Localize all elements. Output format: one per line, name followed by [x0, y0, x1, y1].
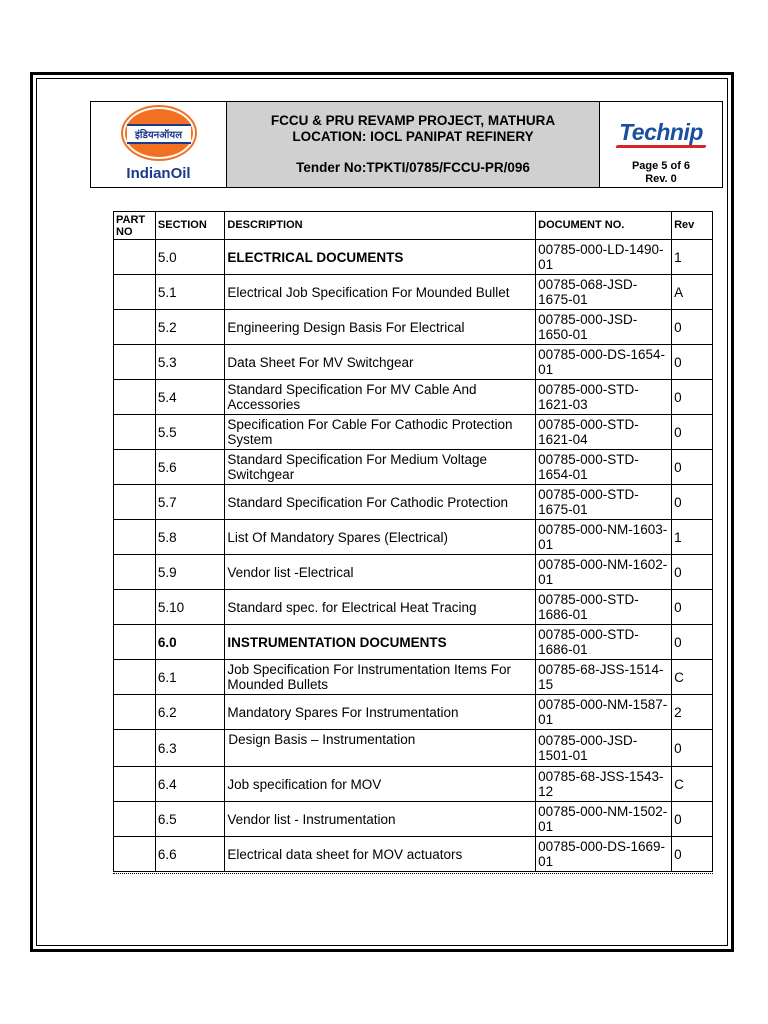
indianoil-logo [91, 102, 227, 187]
description-cell: Standard Specification For Cathodic Protection [225, 485, 536, 520]
document-no-cell: 00785-000-DS-1669-01 [536, 837, 672, 872]
section-cell: 5.5 [155, 415, 225, 450]
section-cell: 6.2 [155, 695, 225, 730]
header-title-block [227, 102, 600, 187]
header-rev: Rev [672, 212, 713, 240]
rev-cell: 0 [672, 485, 713, 520]
table-row [114, 590, 713, 625]
page-number: Page 5 of 6 [631, 160, 691, 172]
description-cell: Standard spec. for Electrical Heat Tracing [225, 590, 536, 625]
document-no-cell: 00785-000-DS-1654-01 [536, 345, 672, 380]
part-cell [114, 275, 156, 310]
description-cell: Standard Specification For Medium Voltage Switchgear [225, 450, 536, 485]
table-row [114, 767, 713, 802]
part-cell [114, 660, 156, 695]
document-no-cell: 00785-000-NM-1603-01 [536, 520, 672, 555]
section-cell: 6.6 [155, 837, 225, 872]
table-row [114, 240, 713, 275]
table-row [114, 802, 713, 837]
section-cell: 5.6 [155, 450, 225, 485]
document-no-cell: 00785-068-JSD-1675-01 [536, 275, 672, 310]
section-cell: 5.7 [155, 485, 225, 520]
page-info [632, 160, 690, 186]
table-bottom-dotted-rule [113, 873, 713, 874]
section-cell: 5.0 [155, 240, 225, 275]
document-no-cell: 00785-000-STD-1686-01 [536, 590, 672, 625]
rev-cell: 0 [672, 450, 713, 485]
table-row [114, 345, 713, 380]
description-cell: Standard Specification For MV Cable And Accessories [225, 380, 536, 415]
rev-cell: C [672, 660, 713, 695]
part-cell [114, 625, 156, 660]
table-row [114, 555, 713, 590]
table-row [114, 730, 713, 767]
part-cell [114, 802, 156, 837]
description-cell: Mandatory Spares For Instrumentation [225, 695, 536, 730]
section-cell: 6.3 [155, 730, 225, 767]
section-cell: 6.4 [155, 767, 225, 802]
section-cell: 6.5 [155, 802, 225, 837]
header-document-no: DOCUMENT NO. [536, 212, 672, 240]
header-section: SECTION [155, 212, 225, 240]
table-row [114, 837, 713, 872]
project-location: LOCATION: IOCL PANIPAT REFINERY [292, 129, 534, 144]
project-title: FCCU & PRU REVAMP PROJECT, MATHURA [270, 113, 556, 128]
part-cell [114, 555, 156, 590]
part-cell [114, 837, 156, 872]
table-row [114, 695, 713, 730]
logo-hindi-text: इंडियनऑयल [127, 124, 191, 144]
technip-logo: Technip [619, 119, 703, 145]
document-header [90, 101, 723, 188]
table-row [114, 275, 713, 310]
rev-cell: 1 [672, 240, 713, 275]
section-cell: 6.0 [155, 625, 225, 660]
rev-cell: 0 [672, 590, 713, 625]
part-cell [114, 590, 156, 625]
section-cell: 6.1 [155, 660, 225, 695]
part-cell [114, 767, 156, 802]
document-no-cell: 00785-68-JSS-1543-12 [536, 767, 672, 802]
section-cell: 5.10 [155, 590, 225, 625]
rev-cell: 0 [672, 380, 713, 415]
description-cell: Electrical Job Specification For Mounded Bullet [225, 275, 536, 310]
description-cell: Job Specification For Instrumentation Items For Mounded Bullets [225, 660, 536, 695]
description-cell: Electrical data sheet for MOV actuators [225, 837, 536, 872]
table-row [114, 485, 713, 520]
part-cell [114, 485, 156, 520]
part-cell [114, 380, 156, 415]
description-cell: Data Sheet For MV Switchgear [225, 345, 536, 380]
tender-number: Tender No:TPKTI/0785/FCCU-PR/096 [296, 160, 530, 175]
document-list-table [113, 211, 713, 872]
document-no-cell: 00785-000-NM-1502-01 [536, 802, 672, 837]
rev-cell: 0 [672, 625, 713, 660]
section-cell: 5.1 [155, 275, 225, 310]
rev-cell: 1 [672, 520, 713, 555]
revision: Rev. 0 [645, 173, 677, 185]
table-row [114, 625, 713, 660]
description-cell: INSTRUMENTATION DOCUMENTS [225, 625, 536, 660]
description-cell: Vendor list -Electrical [225, 555, 536, 590]
description-cell: List Of Mandatory Spares (Electrical) [225, 520, 536, 555]
rev-cell: 0 [672, 730, 713, 767]
rev-cell: 0 [672, 345, 713, 380]
document-no-cell: 00785-000-NM-1587-01 [536, 695, 672, 730]
description-cell: Engineering Design Basis For Electrical [225, 310, 536, 345]
rev-cell: 0 [672, 310, 713, 345]
document-no-cell: 00785-000-LD-1490-01 [536, 240, 672, 275]
rev-cell: 0 [672, 802, 713, 837]
document-no-cell: 00785-000-NM-1602-01 [536, 555, 672, 590]
document-no-cell: 00785-000-STD-1654-01 [536, 450, 672, 485]
header-part-no: PART NO [114, 212, 156, 240]
section-cell: 5.9 [155, 555, 225, 590]
section-cell: 5.8 [155, 520, 225, 555]
header-description: DESCRIPTION [225, 212, 536, 240]
rev-cell: 0 [672, 555, 713, 590]
document-no-cell: 00785-000-JSD-1501-01 [536, 730, 672, 767]
part-cell [114, 310, 156, 345]
table-row [114, 520, 713, 555]
table-row [114, 660, 713, 695]
document-no-cell: 00785-000-STD-1686-01 [536, 625, 672, 660]
description-cell: ELECTRICAL DOCUMENTS [225, 240, 536, 275]
description-cell: Vendor list - Instrumentation [225, 802, 536, 837]
section-cell: 5.4 [155, 380, 225, 415]
logo-name: IndianOil [126, 165, 191, 182]
document-no-cell: 00785-000-STD-1621-04 [536, 415, 672, 450]
rev-cell: C [672, 767, 713, 802]
rev-cell: 0 [672, 837, 713, 872]
document-no-cell: 00785-000-STD-1621-03 [536, 380, 672, 415]
description-cell: Specification For Cable For Cathodic Protection System [225, 415, 536, 450]
part-cell [114, 345, 156, 380]
table-row [114, 450, 713, 485]
part-cell [114, 730, 156, 767]
part-cell [114, 695, 156, 730]
table-header-row [114, 212, 713, 240]
table-row [114, 380, 713, 415]
rev-cell: A [672, 275, 713, 310]
description-cell: Job specification for MOV [225, 767, 536, 802]
section-cell: 5.3 [155, 345, 225, 380]
document-no-cell: 00785-68-JSS-1514-15 [536, 660, 672, 695]
header-right-block [600, 102, 722, 187]
table-row [114, 310, 713, 345]
description-cell: Design Basis – Instrumentation [225, 730, 536, 767]
indianoil-emblem-icon [123, 107, 195, 159]
part-cell [114, 240, 156, 275]
document-no-cell: 00785-000-JSD-1650-01 [536, 310, 672, 345]
part-cell [114, 450, 156, 485]
rev-cell: 2 [672, 695, 713, 730]
technip-swoosh-icon [615, 145, 706, 148]
section-cell: 5.2 [155, 310, 225, 345]
table-row [114, 415, 713, 450]
rev-cell: 0 [672, 415, 713, 450]
part-cell [114, 415, 156, 450]
document-no-cell: 00785-000-STD-1675-01 [536, 485, 672, 520]
part-cell [114, 520, 156, 555]
